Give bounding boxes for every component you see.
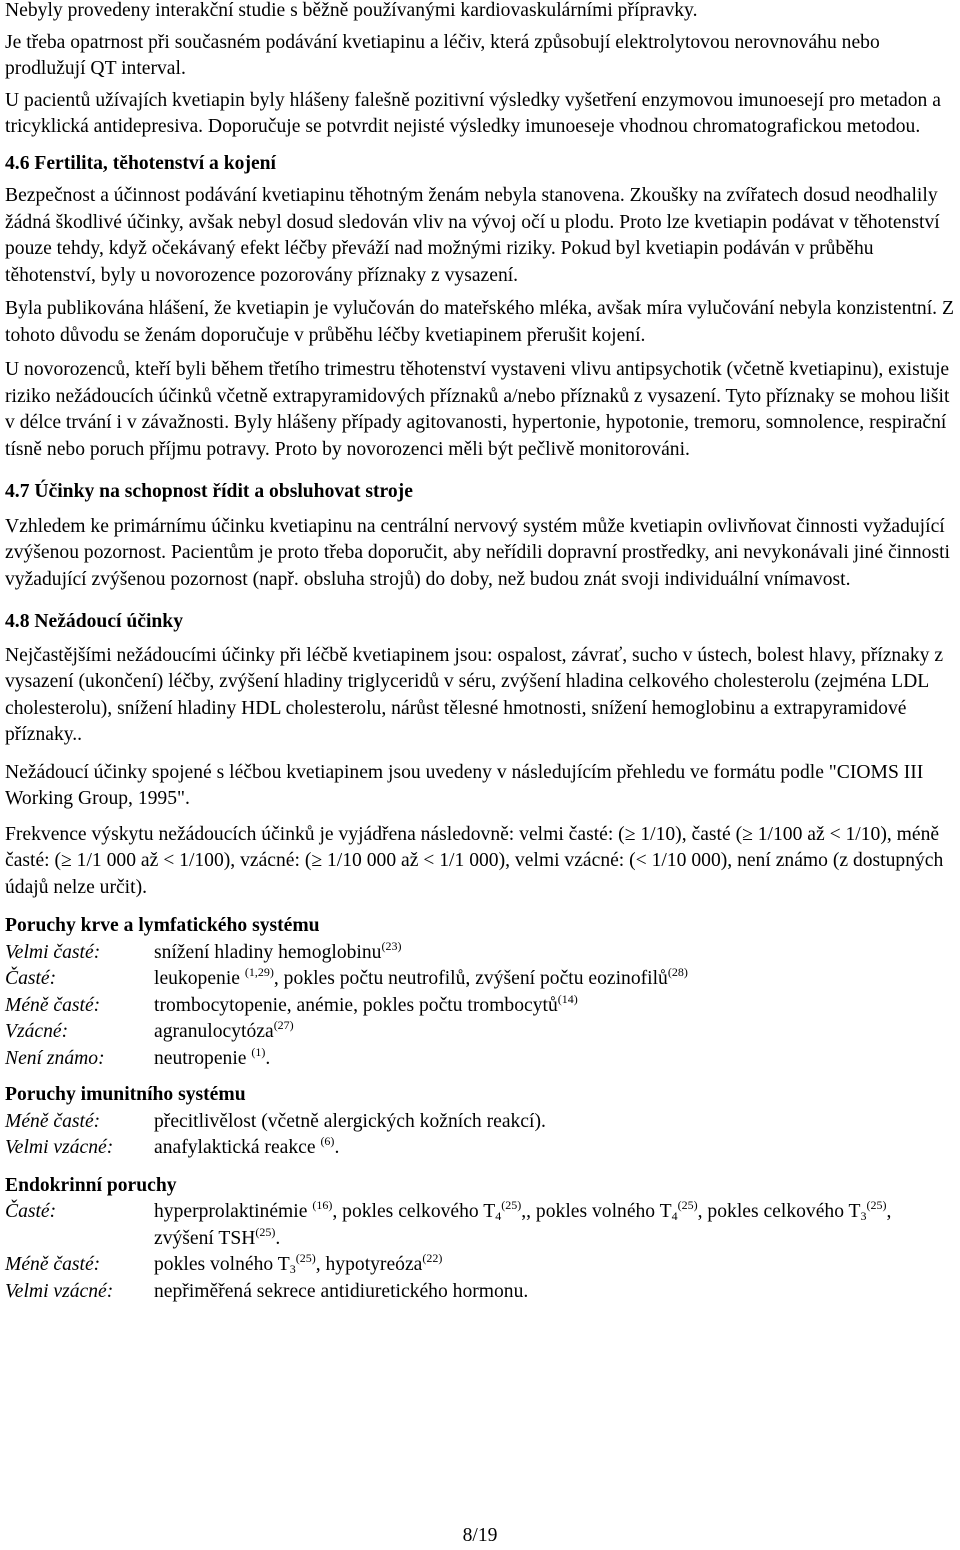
paragraph: Vzhledem ke primárnímu účinku kvetiapinu na centrální nervový systém může kvetiapin ovlivňovat činnosti vyžadující zvýšenou pozornost. Pacientům je proto třeba doporučit, aby neřídili dopravní prostředky, ani nevykonávali jiné činnosti vyžadující zvýšenou pozornost (např. obsluha strojů) do doby, než budou znát svoji individuální vnímavost. bbox=[5, 515, 950, 590]
frequency-label: Časté: bbox=[5, 968, 57, 989]
page-number: 8/19 bbox=[462, 1525, 498, 1546]
paragraph: U pacientů užívajích kvetiapin byly hlášeny falešně pozitivní výsledky vyšetření enzymovou imunoesejí pro metadon a tricyklická antidepresiva. Doporučuje se potvrdit nejisté výsledky imunoeseje vhodnou chromatografickou metodou. bbox=[5, 89, 941, 137]
subsection-title: Poruchy imunitního systému bbox=[5, 1084, 246, 1105]
effect-row bbox=[5, 1199, 955, 1252]
paragraph: Byla publikována hlášení, že kvetiapin je vylučován do mateřského mléka, avšak míra vylučování nebyla konzistentní. Z tohoto důvodu se ženám doporučuje v průběhu léčby kvetiapinem přerušit kojení. bbox=[5, 298, 954, 346]
effect-row bbox=[5, 1046, 955, 1073]
paragraph: U novorozenců, kteří byli během třetího trimestru těhotenství vystaveni vlivu antipsychotik (včetně kvetiapinu), existuje riziko nežádoucích účinků včetně extrapyramidových příznaků a/nebo příznaků z vysazení. Tyto příznaky se mohou lišit v délce trvání i v závažnosti. Byly hlášeny případy agitovanosti, hypertonie, hypotonie, tremoru, somnolence, respirační tísně nebo poruch příjmu potravy. Proto by novorozenci měli být pečlivě monitorováni. bbox=[5, 359, 950, 460]
effect-row bbox=[5, 966, 955, 993]
frequency-label: Velmi vzácné: bbox=[5, 1137, 114, 1158]
frequency-label: Časté: bbox=[5, 1201, 57, 1222]
frequency-label: Méně časté: bbox=[5, 1254, 101, 1275]
effect-value: pokles volného $T_3^{(25)}$, hypotyreóza$^{(22)}$ bbox=[154, 1251, 443, 1276]
subsection-title: Endokrinní poruchy bbox=[5, 1174, 177, 1196]
effect-value: snížení hladiny hemoglobinu$^{(23)}$ bbox=[154, 938, 402, 963]
paragraph: Nežádoucí účinky spojené s léčbou kvetiapinem jsou uvedeny v následujícím přehledu ve formátu podle "CIOMS III Working Group, 1995". bbox=[5, 761, 924, 809]
paragraph: Frekvence výskytu nežádoucích účinků je vyjádřena následovně: velmi časté: (≥ 1/10), časté (≥ 1/100 až < 1/10), méně časté: (≥ 1/1 000 až < 1/100), vzácné: (≥ 1/10 000 až < 1/1 000), velmi vzácné: (< 1/10 000), není známo (z dostupných údajů nelze určit). bbox=[5, 823, 944, 898]
effect-value: leukopenie $^{(1,29)}$, pokles počtu neutrofilů, zvýšení počtu eozinofilů$^{(28)}$ bbox=[154, 965, 688, 989]
adverse-effects-blood bbox=[5, 913, 955, 1072]
section-heading: 4.6 Fertilita, těhotenství a kojení bbox=[5, 152, 277, 174]
effect-row bbox=[5, 993, 955, 1020]
effect-row bbox=[5, 1252, 955, 1279]
frequency-label: Vzácné: bbox=[5, 1021, 69, 1042]
frequency-label: Méně časté: bbox=[5, 994, 101, 1016]
effect-value: hyperprolaktinémie $^{(16)}$, pokles celkového $T_4^{(25)}$,, pokles volného $T_4^{(25)}$, pokles celkového $T_3^{(25)}$, zvýšení TSH$^{(25)}$. bbox=[154, 1198, 892, 1249]
adverse-effects-immune bbox=[5, 1082, 955, 1162]
section-heading: 4.7 Účinky na schopnost řídit a obsluhovat stroje bbox=[5, 481, 413, 502]
effect-row bbox=[5, 940, 955, 967]
frequency-label: Méně časté: bbox=[5, 1110, 101, 1132]
paragraph: Nejčastějšími nežádoucími účinky při léčbě kvetiapinem jsou: ospalost, závrať, sucho v ústech, bolest hlavy, příznaky z vysazení (ukončení) léčby, zvýšení hladiny triglyceridů v séru, zvýšení hladina celkového cholesterolu (zejména LDL cholesterolu), snížení hladiny HDL cholesterolu, nárůst tělesné hmotnosti, snížení hemoglobinu a extrapyramidové příznaky.. bbox=[5, 644, 944, 745]
effect-value: neutropenie $^{(1)}$. bbox=[154, 1044, 271, 1069]
document-page bbox=[5, 0, 955, 1305]
section-heading: 4.8 Nežádoucí účinky bbox=[5, 611, 183, 632]
effect-value: přecitlivělost (včetně alergických kožních reakcí). bbox=[154, 1110, 546, 1132]
effect-row bbox=[5, 1109, 955, 1136]
frequency-label: Není známo: bbox=[5, 1047, 105, 1069]
adverse-effects-endocrine bbox=[5, 1173, 955, 1306]
paragraph: Bezpečnost a účinnost podávání kvetiapinu těhotným ženám nebyla stanovena. Zkoušky na zvířatech dosud neodhalily žádná škodlivé účinky, avšak nebyl dosud sledován vliv na vývoj očí u plodu. Proto lze kvetiapin podávat v těhotenství pouze tehdy, když očekávaný efekt léčby převáží nad možnými riziky. Pokud byl kvetiapin podáván v průběhu těhotenství, byly u novorozence pozorovány příznaky z vysazení. bbox=[5, 185, 940, 286]
effect-value: anafylaktická reakce $^{(6)}$. bbox=[154, 1134, 340, 1158]
effect-value: nepřiměřená sekrece antidiuretického hormonu. bbox=[154, 1280, 529, 1302]
effect-row bbox=[5, 1279, 955, 1306]
frequency-label: Velmi vzácné: bbox=[5, 1280, 114, 1302]
effect-value: trombocytopenie, anémie, pokles počtu trombocytů$^{(14)}$ bbox=[154, 991, 578, 1016]
paragraph: Nebyly provedeny interakční studie s běžně používanými kardiovaskulárními přípravky. bbox=[5, 0, 698, 21]
effect-row bbox=[5, 1135, 955, 1162]
paragraph: Je třeba opatrnost při současném podávání kvetiapinu a léčiv, která způsobují elektrolytovou nerovnováhu nebo prodlužují QT interval. bbox=[5, 31, 880, 79]
subsection-title: Poruchy krve a lymfatického systému bbox=[5, 915, 320, 936]
frequency-label: Velmi časté: bbox=[5, 941, 101, 963]
effect-value: agranulocytóza$^{(27)}$ bbox=[154, 1018, 294, 1042]
effect-row bbox=[5, 1019, 955, 1046]
